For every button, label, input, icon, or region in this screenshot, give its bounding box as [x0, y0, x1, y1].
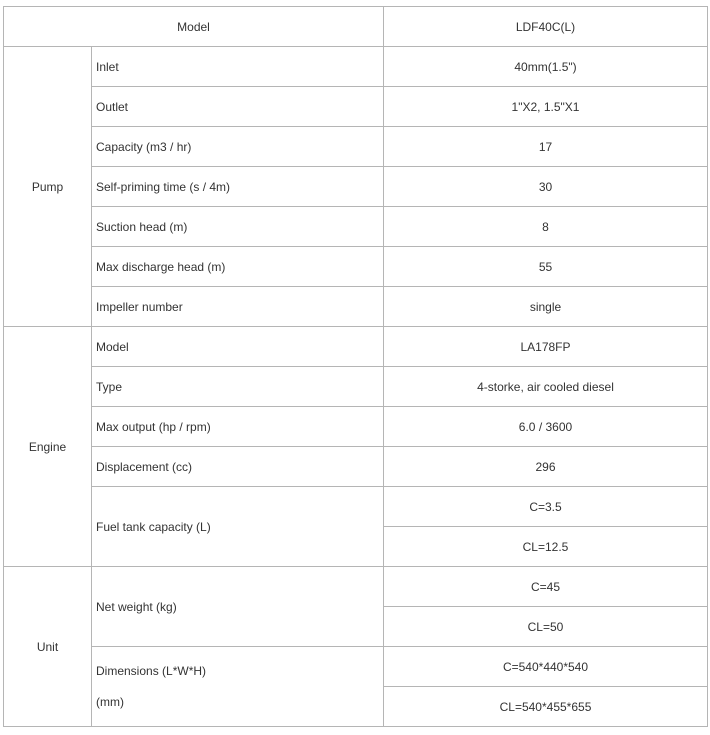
table-row: [4, 647, 708, 687]
group-unit: Unit: [4, 567, 92, 727]
table-row: [4, 287, 708, 327]
param-value: 4-storke, air cooled diesel: [384, 367, 708, 407]
group-pump: Pump: [4, 47, 92, 327]
header-model-label: Model: [4, 7, 384, 47]
table-row: [4, 87, 708, 127]
table-row: [4, 127, 708, 167]
group-engine: Engine: [4, 327, 92, 567]
param-label: Max discharge head (m): [92, 247, 384, 287]
param-value: 30: [384, 167, 708, 207]
param-label-dimensions: [92, 647, 384, 727]
param-value: 40mm(1.5"): [384, 47, 708, 87]
param-value: 296: [384, 447, 708, 487]
param-label: Suction head (m): [92, 207, 384, 247]
param-value: CL=540*455*655: [384, 687, 708, 727]
param-value: 8: [384, 207, 708, 247]
param-value: C=540*440*540: [384, 647, 708, 687]
param-label: Capacity (m3 / hr): [92, 127, 384, 167]
param-label: Displacement (cc): [92, 447, 384, 487]
param-label: Fuel tank capacity (L): [92, 487, 384, 567]
param-label: Type: [92, 367, 384, 407]
table-row: [4, 7, 708, 47]
param-value: C=45: [384, 567, 708, 607]
param-value: C=3.5: [384, 487, 708, 527]
param-value: 17: [384, 127, 708, 167]
param-value: single: [384, 287, 708, 327]
param-label: Model: [92, 327, 384, 367]
param-label: Impeller number: [92, 287, 384, 327]
table-row: [4, 567, 708, 607]
param-value: 1"X2, 1.5"X1: [384, 87, 708, 127]
param-label-line: Dimensions (L*W*H): [96, 663, 207, 678]
table-row: [4, 447, 708, 487]
spec-table: [3, 6, 708, 727]
param-value: CL=12.5: [384, 527, 708, 567]
param-label-line: (mm): [96, 694, 124, 709]
param-label: Outlet: [92, 87, 384, 127]
param-value: 6.0 / 3600: [384, 407, 708, 447]
table-row: [4, 487, 708, 527]
header-model-value: LDF40C(L): [384, 7, 708, 47]
table-row: [4, 407, 708, 447]
param-value: CL=50: [384, 607, 708, 647]
param-label: Net weight (kg): [92, 567, 384, 647]
param-value: 55: [384, 247, 708, 287]
param-label: Self-priming time (s / 4m): [92, 167, 384, 207]
table-row: [4, 327, 708, 367]
table-row: [4, 47, 708, 87]
param-label: Inlet: [92, 47, 384, 87]
table-row: [4, 207, 708, 247]
table-row: [4, 367, 708, 407]
table-row: [4, 247, 708, 287]
param-label: Max output (hp / rpm): [92, 407, 384, 447]
param-value: LA178FP: [384, 327, 708, 367]
table-row: [4, 167, 708, 207]
